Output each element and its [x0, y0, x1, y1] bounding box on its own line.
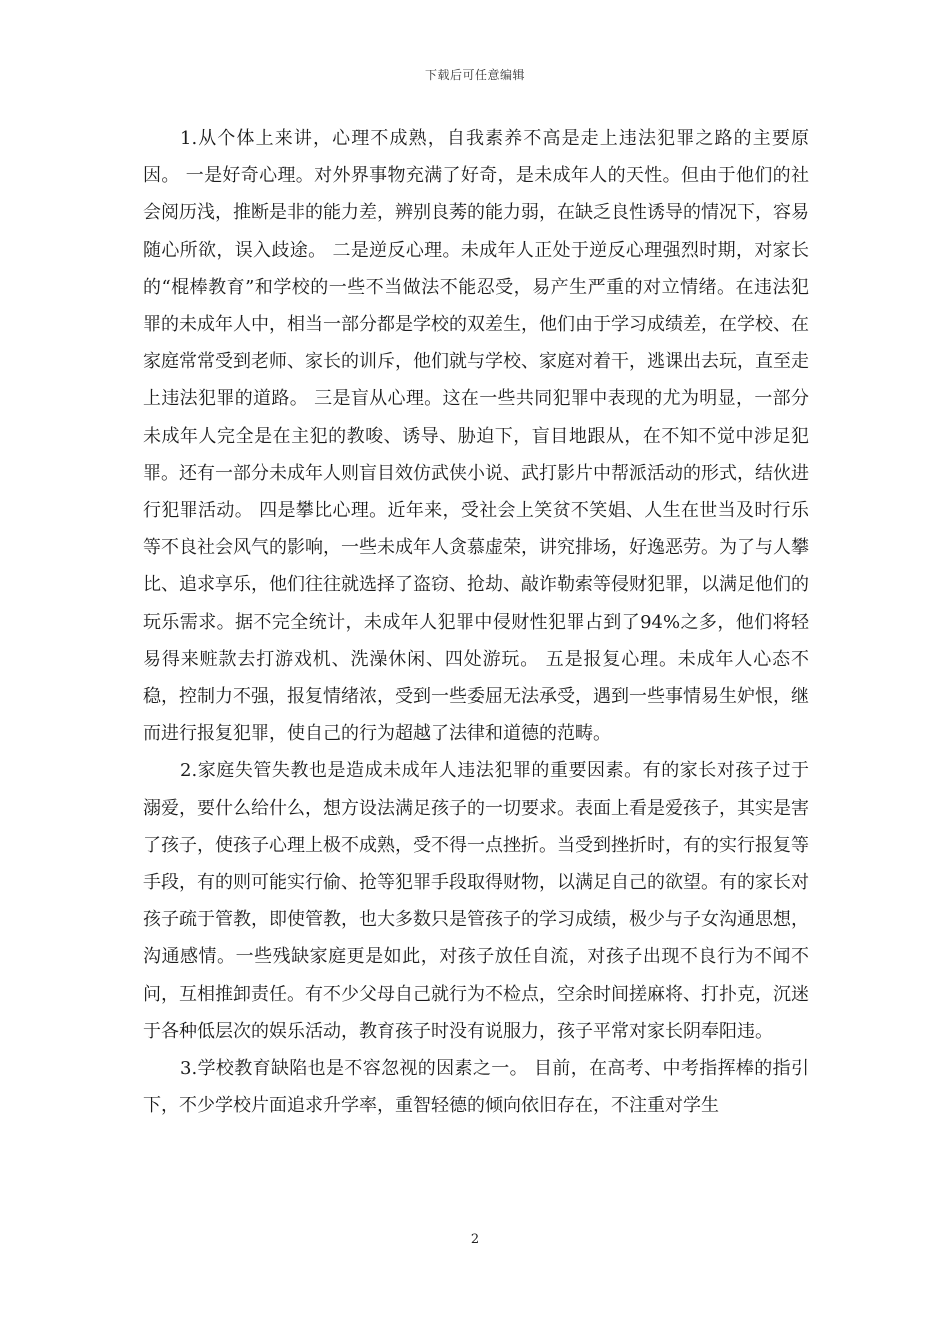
page-number: 2: [470, 1232, 480, 1247]
paragraph-family-factors: 2.家庭失管失教也是造成未成年人违法犯罪的重要因素。有的家长对孩子过于溺爱，要什么给什么，想方设法满足孩子的一切要求。表面上看是爱孩子，其实是害了孩子，使孩子心理上极不成熟，受不得一点挫折。当受到挫折时，有的实行报复等手段，有的则可能实行偷、抢等犯罪手段取得财物，以满足自己的欲望。有的家长对孩子疏于管教，即使管教，也大多数只是管孩子的学习成绩，极少与子女沟通思想，沟通感情。一些残缺家庭更是如此，对孩子放任自流，对孩子出现不良行为不闻不问，互相推卸责任。有不少父母自己就行为不检点，空余时间搓麻将、打扑克，沉迷于各种低层次的娱乐活动，教育孩子时没有说服力，孩子平常对家长阴奉阳违。: [143, 760, 809, 1042]
paragraph-school-factors: 3.学校教育缺陷也是不容忽视的因素之一。 目前，在高考、中考指挥棒的指引下，不少学校片面追求升学率，重智轻德的倾向依旧存在，不注重对学生: [143, 1058, 809, 1117]
document-body: [143, 120, 809, 1124]
page-header: 下载后可任意编辑: [424, 68, 525, 82]
paragraph-individual-psychology: 1.从个体上来讲，心理不成熟，自我素养不高是走上违法犯罪之路的主要原因。 一是好奇心理。对外界事物充满了好奇，是未成年人的天性。但由于他们的社会阅历浅，推断是非的能力差，辨别良莠的能力弱，在缺乏良性诱导的情况下，容易随心所欲，误入歧途。 二是逆反心理。未成年人正处于逆反心理强烈时期，对家长的“棍棒教育”和学校的一些不当做法不能忍受，易产生严重的对立情绪。在违法犯罪的未成年人中，相当一部分都是学校的双差生，他们由于学习成绩差，在学校、在家庭常常受到老师、家长的训斥，他们就与学校、家庭对着干，逃课出去玩，直至走上违法犯罪的道路。 三是盲从心理。这在一些共同犯罪中表现的尤为明显，一部分未成年人完全是在主犯的教唆、诱导、胁迫下，盲目地跟从，在不知不觉中涉足犯罪。还有一部分未成年人则盲目效仿武侠小说、武打影片中帮派活动的形式，结伙进行犯罪活动。 四是攀比心理。近年来，受社会上笑贫不笑娼、人生在世当及时行乐等不良社会风气的影响，一些未成年人贪慕虚荣，讲究排场，好逸恶劳。为了与人攀比、追求享乐，他们往往就选择了盗窃、抢劫、敲诈勒索等侵财犯罪，以满足他们的玩乐需求。据不完全统计，未成年人犯罪中侵财性犯罪占到了94%之多，他们将轻易得来赃款去打游戏机、洗澡休闲、四处游玩。 五是报复心理。未成年人心态不稳，控制力不强，报复情绪浓，受到一些委屈无法承受，遇到一些事情易生妒恨，继而进行报复犯罪，使自己的行为超越了法律和道德的范畴。: [143, 128, 809, 745]
